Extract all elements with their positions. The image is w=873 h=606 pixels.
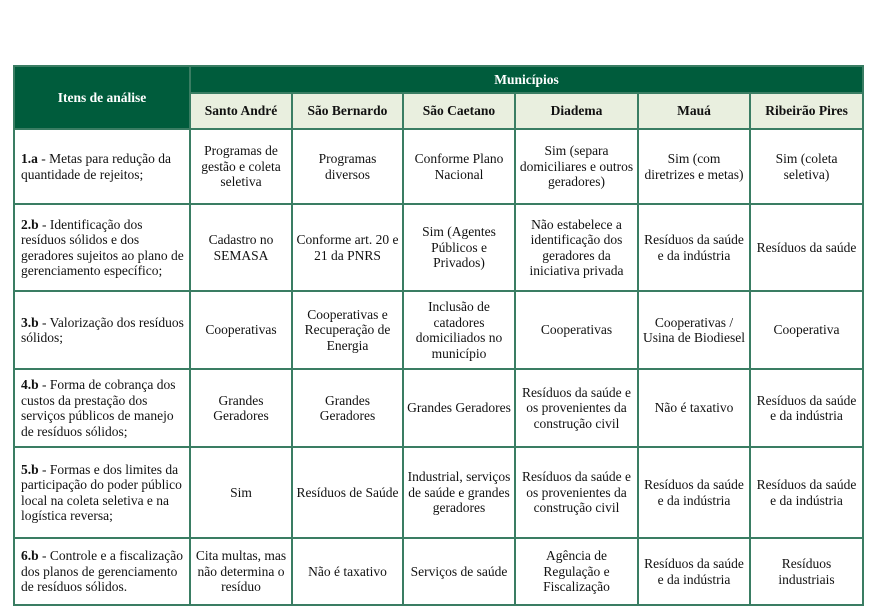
value-cell: Sim (Agentes Públicos e Privados) bbox=[403, 204, 515, 291]
value-cell: Resíduos da saúde e os provenientes da construção civil bbox=[515, 369, 638, 447]
value-cell: Não estabelece a identificação dos geradores da iniciativa privada bbox=[515, 204, 638, 291]
value-cell: Conforme Plano Nacional bbox=[403, 129, 515, 204]
item-cell bbox=[14, 447, 190, 538]
item-label: - Valorização dos resíduos sólidos; bbox=[21, 314, 184, 345]
item-code: 2.b bbox=[21, 216, 39, 232]
value-cell: Agência de Regulação e Fiscalização bbox=[515, 538, 638, 605]
municipality-header: Ribeirão Pires bbox=[750, 93, 863, 129]
value-cell: Resíduos da saúde e da indústria bbox=[638, 204, 750, 291]
value-cell: Não é taxativo bbox=[638, 369, 750, 447]
value-cell: Resíduos da saúde e da indústria bbox=[750, 447, 863, 538]
value-cell: Programas de gestão e coleta seletiva bbox=[190, 129, 292, 204]
item-code: 1.a bbox=[21, 151, 38, 166]
item-cell bbox=[14, 204, 190, 291]
value-cell: Não é taxativo bbox=[292, 538, 403, 605]
item-label: - Forma de cobrança dos custos da prestação dos serviços públicos de manejo de resíduos sólidos; bbox=[21, 377, 176, 439]
item-code: 4.b bbox=[21, 377, 39, 392]
value-cell: Resíduos da saúde bbox=[750, 204, 863, 291]
value-cell: Grandes Geradores bbox=[403, 369, 515, 447]
value-cell: Resíduos da saúde e da indústria bbox=[750, 369, 863, 447]
value-cell: Sim bbox=[190, 447, 292, 538]
item-code: 5.b bbox=[21, 461, 39, 477]
municipality-header: São Bernardo bbox=[292, 93, 403, 129]
value-cell: Resíduos industriais bbox=[750, 538, 863, 605]
table-row bbox=[14, 129, 863, 204]
table-row bbox=[14, 447, 863, 538]
value-cell: Sim (com diretrizes e metas) bbox=[638, 129, 750, 204]
value-cell: Resíduos da saúde e da indústria bbox=[638, 538, 750, 605]
table-row bbox=[14, 204, 863, 291]
item-label: - Formas e dos limites da participação do poder público local na coleta seletiva e na logística reversa; bbox=[21, 461, 182, 523]
municipalities-header: Municípios bbox=[190, 66, 863, 93]
value-cell: Grandes Geradores bbox=[292, 369, 403, 447]
value-cell: Conforme art. 20 e 21 da PNRS bbox=[292, 204, 403, 291]
value-cell: Cooperativas e Recuperação de Energia bbox=[292, 291, 403, 369]
table-row bbox=[14, 291, 863, 369]
value-cell: Cita multas, mas não determina o resíduo bbox=[190, 538, 292, 605]
value-cell: Sim (separa domiciliares e outros geradores) bbox=[515, 129, 638, 204]
value-cell: Cooperativas bbox=[515, 291, 638, 369]
item-code: 6.b bbox=[21, 548, 39, 564]
analysis-table bbox=[13, 65, 864, 606]
value-cell: Grandes Geradores bbox=[190, 369, 292, 447]
item-cell bbox=[14, 538, 190, 605]
municipality-header: São Caetano bbox=[403, 93, 515, 129]
item-code: 3.b bbox=[21, 314, 39, 330]
value-cell: Programas diversos bbox=[292, 129, 403, 204]
municipality-header: Mauá bbox=[638, 93, 750, 129]
items-header: Itens de análise bbox=[14, 66, 190, 129]
item-cell bbox=[14, 129, 190, 204]
value-cell: Cooperativas bbox=[190, 291, 292, 369]
value-cell: Cooperativas / Usina de Biodiesel bbox=[638, 291, 750, 369]
table-row bbox=[14, 369, 863, 447]
value-cell: Sim (coleta seletiva) bbox=[750, 129, 863, 204]
value-cell: Inclusão de catadores domiciliados no município bbox=[403, 291, 515, 369]
value-cell: Resíduos de Saúde bbox=[292, 447, 403, 538]
municipality-header: Diadema bbox=[515, 93, 638, 129]
item-label: - Identificação dos resíduos sólidos e dos geradores sujeitos ao plano de gerenciamento específico; bbox=[21, 216, 184, 278]
table-row bbox=[14, 538, 863, 605]
value-cell: Resíduos da saúde e os provenientes da construção civil bbox=[515, 447, 638, 538]
value-cell: Cooperativa bbox=[750, 291, 863, 369]
item-label: - Metas para redução da quantidade de rejeitos; bbox=[21, 151, 171, 182]
item-cell bbox=[14, 291, 190, 369]
value-cell: Serviços de saúde bbox=[403, 538, 515, 605]
value-cell: Cadastro no SEMASA bbox=[190, 204, 292, 291]
municipality-header: Santo André bbox=[190, 93, 292, 129]
value-cell: Resíduos da saúde e da indústria bbox=[638, 447, 750, 538]
item-label: - Controle e a fiscalização dos planos de gerenciamento de resíduos sólidos. bbox=[21, 548, 183, 595]
value-cell: Industrial, serviços de saúde e grandes geradores bbox=[403, 447, 515, 538]
item-cell bbox=[14, 369, 190, 447]
